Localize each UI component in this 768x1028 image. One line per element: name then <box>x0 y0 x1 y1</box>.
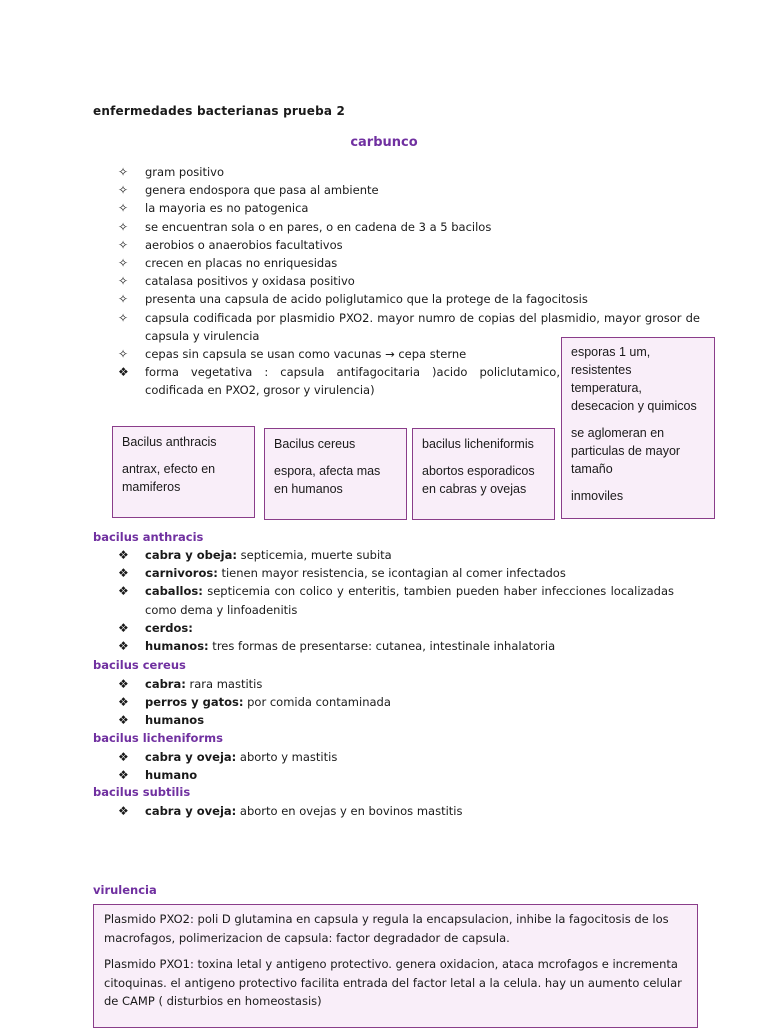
virulence-pxo2-text: Plasmido PXO2: poli D glutamina en capsula y regula la encapsulacion, inhibe la fagocitosis de los macrofagos, polimerizacion de capsula: factor degradador de capsula. <box>104 912 669 945</box>
licheniforms-hosts-list <box>118 748 674 784</box>
subtilis-hosts-list <box>118 802 674 820</box>
bullet-text: forma vegetativa : capsula antifagocitaria )acido policlutamico, codificada en PXO2, grosor y virulencia) <box>145 365 560 398</box>
host-text: rara mastitis <box>185 677 263 691</box>
diamond-bullet-icon: ✧ <box>118 183 129 198</box>
host-label: cabra y oveja: <box>145 804 237 818</box>
filled-diamond-bullet-icon: ❖ <box>118 584 129 599</box>
host-label: caballos: <box>145 584 203 599</box>
bullet-text: capsula codificada por plasmidio PXO2. mayor numro de copias del plasmidio, mayor grosor de capsula y virulencia <box>145 310 700 343</box>
cereus-hosts-list <box>118 675 674 730</box>
host-text: tienen mayor resistencia, se icontagian al comer infectados <box>217 566 566 581</box>
species-box-licheniformis <box>412 428 555 520</box>
host-item <box>118 711 674 729</box>
species-box-body: antrax, efecto en mamiferos <box>122 462 216 494</box>
species-box-body: abortos esporadicos en cabras y ovejas <box>422 464 535 496</box>
diamond-bullet-icon: ✧ <box>118 310 129 325</box>
host-item <box>118 748 674 766</box>
filled-diamond-bullet-icon: ❖ <box>118 548 129 562</box>
species-box-title: Bacilus anthracis <box>122 435 217 449</box>
bullet-text: se encuentran sola o en pares, o en cadena de 3 a 5 bacilos <box>145 219 492 234</box>
host-label: humanos <box>145 713 205 728</box>
filled-diamond-bullet-icon: ❖ <box>118 566 129 581</box>
filled-diamond-bullet-icon: ❖ <box>118 620 129 635</box>
bullet-item <box>118 290 588 308</box>
document-title: enfermedades bacterianas prueba 2 <box>93 104 346 118</box>
bullet-item <box>118 199 560 217</box>
filled-diamond-bullet-icon: ❖ <box>118 713 129 728</box>
host-item <box>118 802 674 820</box>
diamond-bullet-icon: ✧ <box>118 274 129 289</box>
heading-virulencia: virulencia <box>93 883 157 897</box>
heading-bacilus-licheniforms: bacilus licheniforms <box>93 731 223 745</box>
host-text: aborto en ovejas y en bovinos mastitis <box>236 804 463 818</box>
diamond-bullet-icon: ✧ <box>118 237 129 252</box>
bullet-item <box>118 254 560 272</box>
filled-diamond-bullet-icon: ❖ <box>118 695 129 710</box>
host-label: humano <box>145 768 198 783</box>
bullet-item <box>118 363 560 399</box>
host-item <box>118 619 674 637</box>
bullet-item <box>118 272 560 290</box>
bullet-text: presenta una capsula de acido poliglutamico que la protege de la fagocitosis <box>145 292 588 307</box>
bullet-text: genera endospora que pasa al ambiente <box>145 183 379 198</box>
host-label: humanos: <box>145 639 209 654</box>
host-label: cerdos: <box>145 620 193 635</box>
bullet-item <box>118 345 560 363</box>
bullet-text: aerobios o anaerobios facultativos <box>145 237 343 252</box>
heading-bacilus-cereus: bacilus cereus <box>93 658 186 672</box>
filled-diamond-bullet-icon: ❖ <box>118 804 129 818</box>
host-label: perros y gatos: <box>145 695 244 710</box>
host-item <box>118 675 674 693</box>
bullet-text: gram positivo <box>145 165 225 179</box>
host-text: aborto y mastitis <box>236 750 338 764</box>
host-text: septicemia con colico y enteritis, tambien pueden haber infecciones localizadas como dema y linfoadenitis <box>145 584 674 617</box>
bullet-item <box>118 218 560 236</box>
host-label: cabra y oveja: <box>145 750 237 764</box>
host-item <box>118 693 674 711</box>
host-text: septicemia, muerte subita <box>236 548 392 562</box>
heading-bacilus-anthracis: bacilus anthracis <box>93 530 204 544</box>
diamond-bullet-icon: ✧ <box>118 347 129 362</box>
host-text: tres formas de presentarse: cutanea, intestinale inhalatoria <box>208 639 556 654</box>
section-title-carbunco: carbunco <box>350 135 418 150</box>
bullet-item <box>118 163 560 181</box>
bullet-text: la mayoria es no patogenica <box>145 201 309 216</box>
spore-info-text: se aglomeran en particulas de mayor tamaño <box>571 426 681 476</box>
spore-info-box <box>561 337 715 519</box>
filled-diamond-bullet-icon: ❖ <box>118 365 129 380</box>
filled-diamond-bullet-icon: ❖ <box>118 677 129 691</box>
host-item <box>118 582 674 618</box>
host-item <box>118 546 674 564</box>
host-item <box>118 564 674 582</box>
species-box-cereus <box>264 428 407 520</box>
bullet-item <box>118 236 560 254</box>
species-box-anthracis <box>112 426 255 518</box>
host-item <box>118 766 674 784</box>
diamond-bullet-icon: ✧ <box>118 256 129 271</box>
diamond-bullet-icon: ✧ <box>118 165 129 179</box>
filled-diamond-bullet-icon: ❖ <box>118 768 129 783</box>
host-label: carnivoros: <box>145 566 218 581</box>
species-box-body: espora, afecta mas en humanos <box>274 464 381 496</box>
bullet-text: crecen en placas no enriquesidas <box>145 256 338 271</box>
heading-bacilus-subtilis: bacilus subtilis <box>93 785 191 799</box>
spore-info-text: inmoviles <box>571 489 624 503</box>
bullet-item <box>118 181 560 199</box>
host-label: cabra: <box>145 677 186 691</box>
virulence-pxo1-text: Plasmido PXO1: toxina letal y antigeno protectivo. genera oxidacion, ataca mcrofagos e incrementa citoquinas. el antigeno protectivo facilita entrada del factor letal a la celula. hay un aumento celular de CAMP ( disturbios en homeostasis) <box>104 957 682 1008</box>
bullet-text: cepas sin capsula se usan como vacunas → cepa sterne <box>145 347 467 362</box>
bullet-text: catalasa positivos y oxidasa positivo <box>145 274 355 289</box>
species-box-title: bacilus licheniformis <box>422 437 534 451</box>
filled-diamond-bullet-icon: ❖ <box>118 750 129 764</box>
virulence-box <box>93 904 698 1028</box>
diamond-bullet-icon: ✧ <box>118 292 129 307</box>
filled-diamond-bullet-icon: ❖ <box>118 639 129 654</box>
host-label: cabra y obeja: <box>145 548 237 562</box>
diamond-bullet-icon: ✧ <box>118 219 129 234</box>
anthracis-hosts-list <box>118 546 674 655</box>
species-box-title: Bacilus cereus <box>274 437 356 451</box>
host-item <box>118 637 674 655</box>
spore-info-text: esporas 1 um, resistentes temperatura, desecacion y quimicos <box>571 345 697 413</box>
diamond-bullet-icon: ✧ <box>118 201 129 216</box>
host-text: por comida contaminada <box>243 695 391 710</box>
